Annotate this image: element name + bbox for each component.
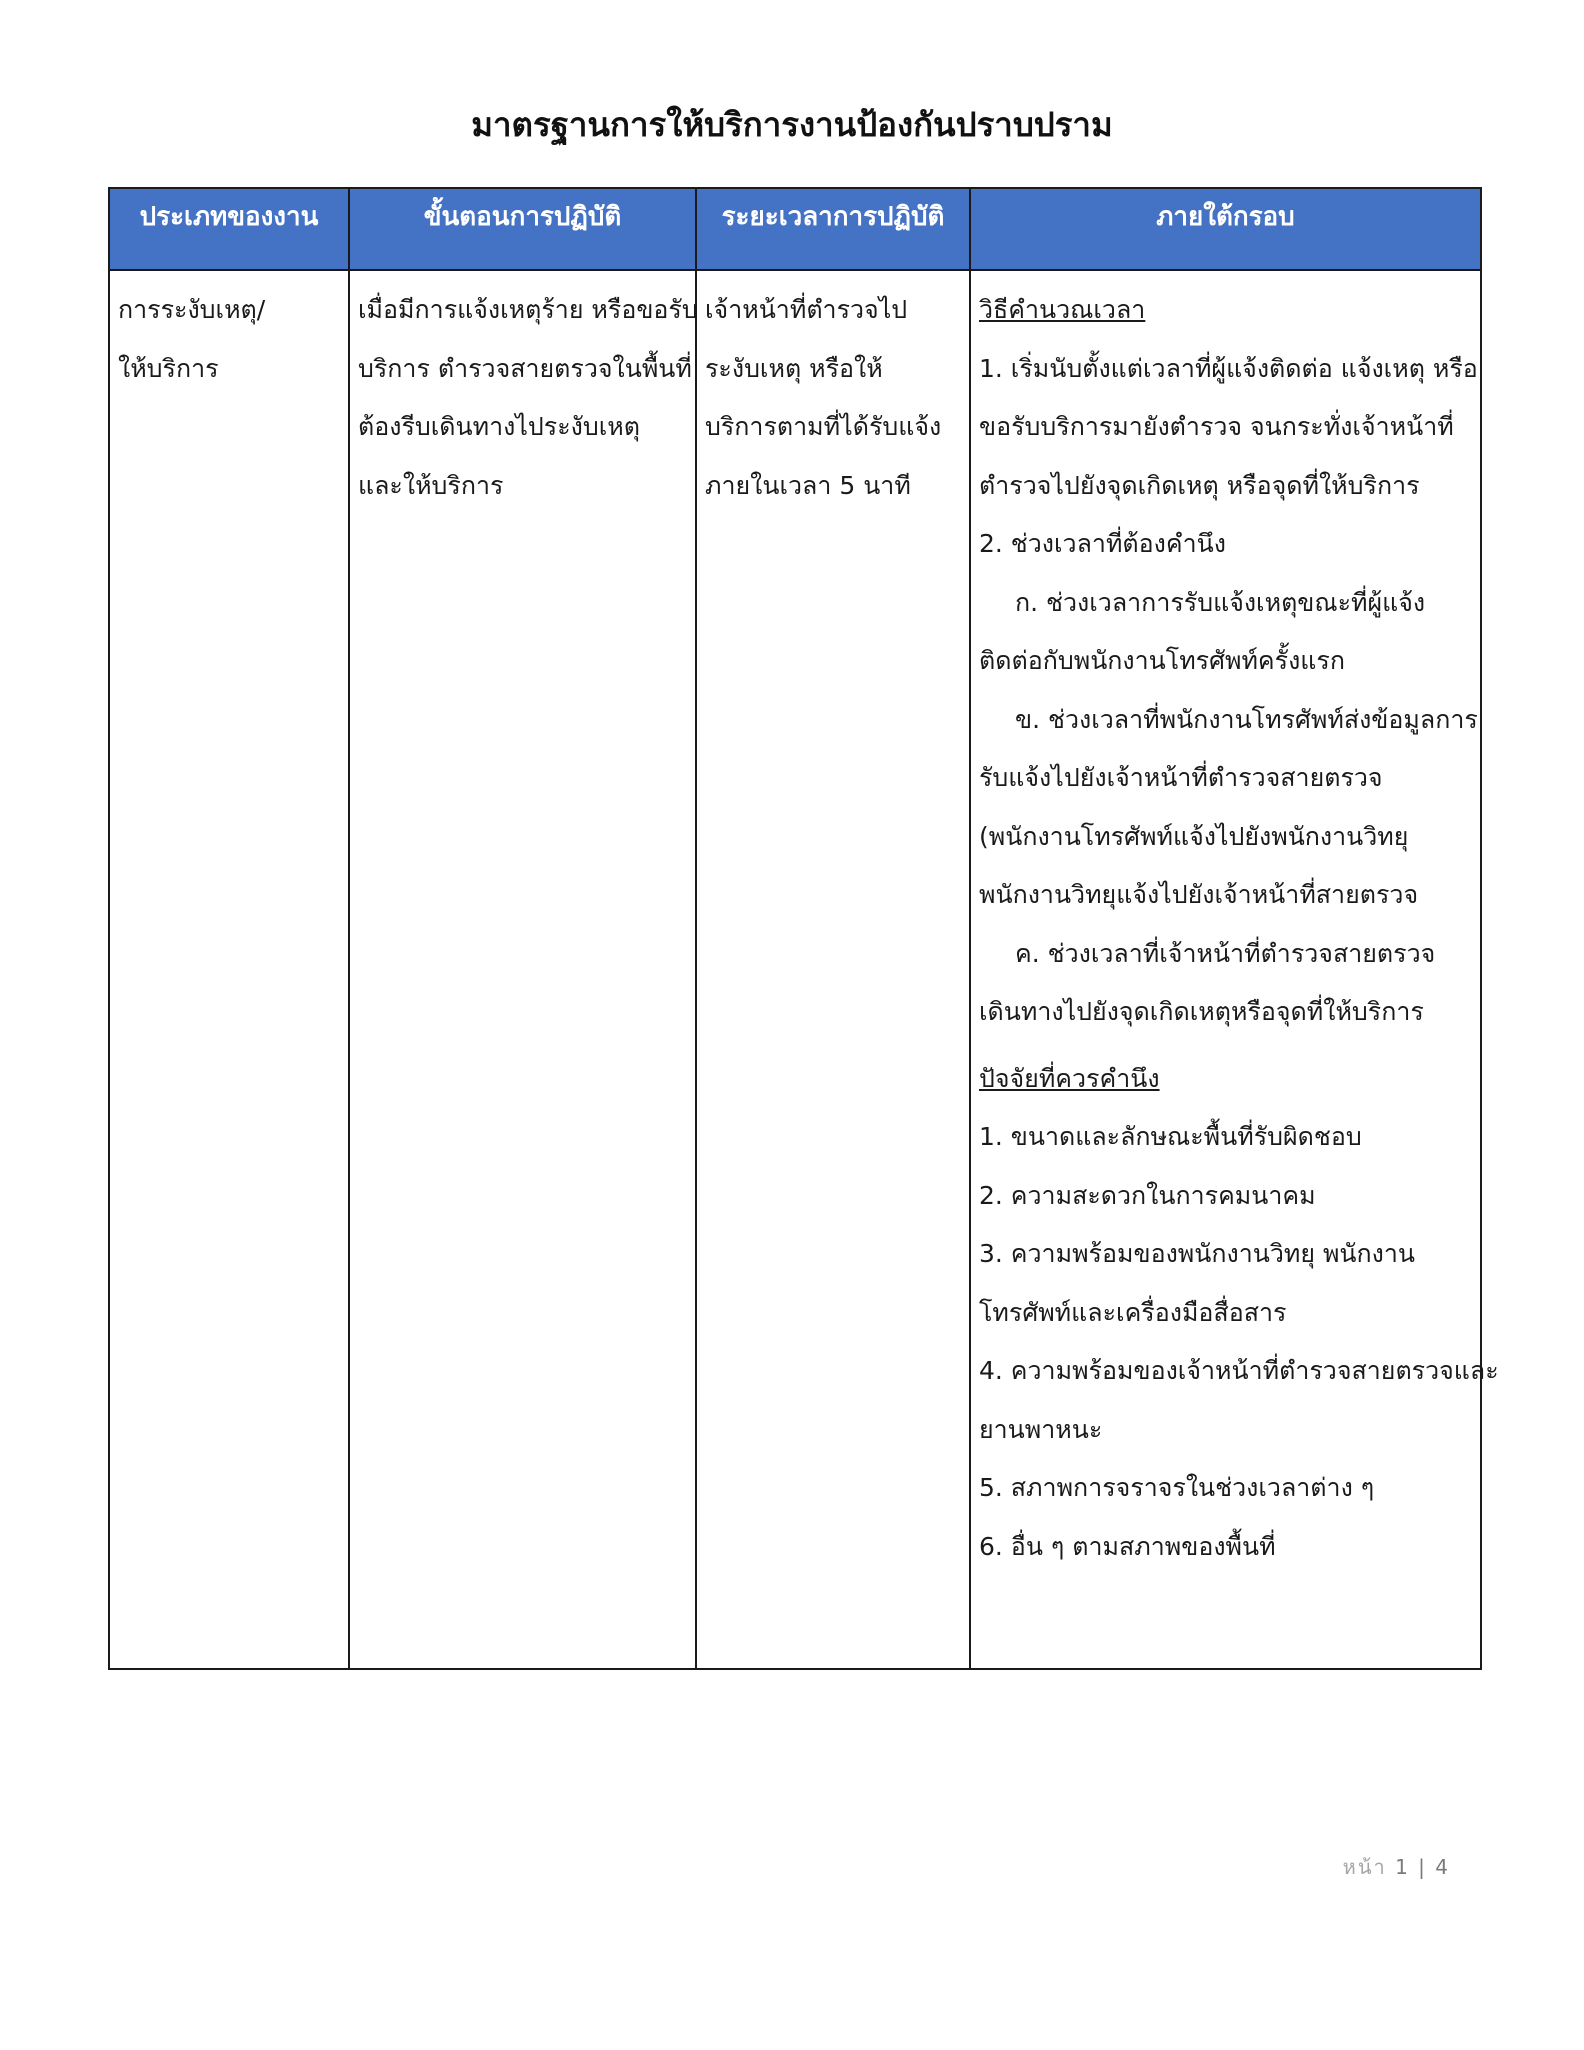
sub-item-a-cont: ติดต่อกับพนักงานโทรศัพท์ครั้งแรก [979,646,1345,675]
factors-heading: ปัจจัยที่ควรคำนึง [979,1063,1160,1093]
factor-line: โทรศัพท์และเครื่องมือสื่อสาร [979,1297,1287,1327]
method-heading: วิธีคำนวณเวลา [979,295,1146,324]
procedure-line: ต้องรีบเดินทางไประงับเหตุ [358,412,640,441]
table-header-row [109,188,1481,270]
header-framework: ภายใต้กรอบ [970,188,1481,270]
factor-line: 4. ความพร้อมของเจ้าหน้าที่ตำรวจสายตรวจและ [979,1356,1499,1385]
cell-duration [696,270,970,1669]
service-standard-table [108,187,1499,1670]
cell-work-type [109,270,349,1669]
duration-line: บริการตามที่ได้รับแจ้ง [705,412,942,441]
duration-line: เจ้าหน้าที่ตำรวจไป [705,295,908,324]
header-duration: ระยะเวลาการปฏิบัติ [696,188,970,270]
duration-line: ระงับเหตุ หรือให้ [705,353,883,383]
factor-line: 1. ขนาดและลักษณะพื้นที่รับผิดชอบ [979,1122,1362,1151]
factor-line: 3. ความพร้อมของพนักงานวิทยุ พนักงาน [979,1239,1415,1268]
cell-procedure [349,270,696,1669]
sub-item-b-cont: รับแจ้งไปยังเจ้าหน้าที่ตำรวจสายตรวจ [979,763,1383,792]
factor-line: 6. อื่น ๆ ตามสภาพของพื้นที่ [979,1531,1276,1561]
sub-item-b: ข. ช่วงเวลาที่พนักงานโทรศัพท์ส่งข้อมูลการ [1015,704,1478,734]
sub-item-a: ก. ช่วงเวลาการรับแจ้งเหตุขณะที่ผู้แจ้ง [1015,587,1426,617]
duration-line: ภายในเวลา 5 นาที [705,470,911,500]
factor-line: 2. ความสะดวกในการคมนาคม [979,1180,1316,1210]
cell-framework [970,270,1499,1669]
work-type-line: การระงับเหตุ/ [118,295,266,324]
sub-item-c-cont: เดินทางไปยังจุดเกิดเหตุหรือจุดที่ให้บริการ [979,997,1424,1026]
table-row [109,270,1481,1669]
work-type-line: ให้บริการ [118,353,219,383]
factor-line: ยานพาหนะ [979,1414,1103,1444]
sub-item-b-cont: (พนักงานโทรศัพท์แจ้งไปยังพนักงานวิทยุ [979,821,1409,851]
method-line: 1. เริ่มนับตั้งแต่เวลาที่ผู้แจ้งติดต่อ แจ้งเหตุ หรือ [979,353,1478,383]
header-work-type: ประเภทของงาน [109,188,349,270]
procedure-line: และให้บริการ [358,470,504,500]
header-procedure: ขั้นตอนการปฏิบัติ [349,188,696,270]
page-number: 1 | 4 [1395,1855,1450,1879]
procedure-line: บริการ ตำรวจสายตรวจในพื้นที่ [358,353,692,383]
sub-item-c: ค. ช่วงเวลาที่เจ้าหน้าที่ตำรวจสายตรวจ [1015,938,1436,968]
method-line: ขอรับบริการมายังตำรวจ จนกระทั่งเจ้าหน้าที่ [979,412,1454,441]
factor-line: 5. สภาพการจราจรในช่วงเวลาต่าง ๆ [979,1473,1375,1502]
page-label: หน้า [1342,1855,1387,1879]
page-footer [1343,1851,1450,1883]
page-title: มาตรฐานการให้บริการงานป้องกันปราบปราม [471,105,1113,144]
sub-item-b-cont: พนักงานวิทยุแจ้งไปยังเจ้าหน้าที่สายตรวจ [979,880,1419,909]
method-line: ตำรวจไปยังจุดเกิดเหตุ หรือจุดที่ให้บริการ [979,470,1420,500]
procedure-line: เมื่อมีการแจ้งเหตุร้าย หรือขอรับ [358,295,698,324]
method-line: 2. ช่วงเวลาที่ต้องคำนึง [979,529,1226,558]
